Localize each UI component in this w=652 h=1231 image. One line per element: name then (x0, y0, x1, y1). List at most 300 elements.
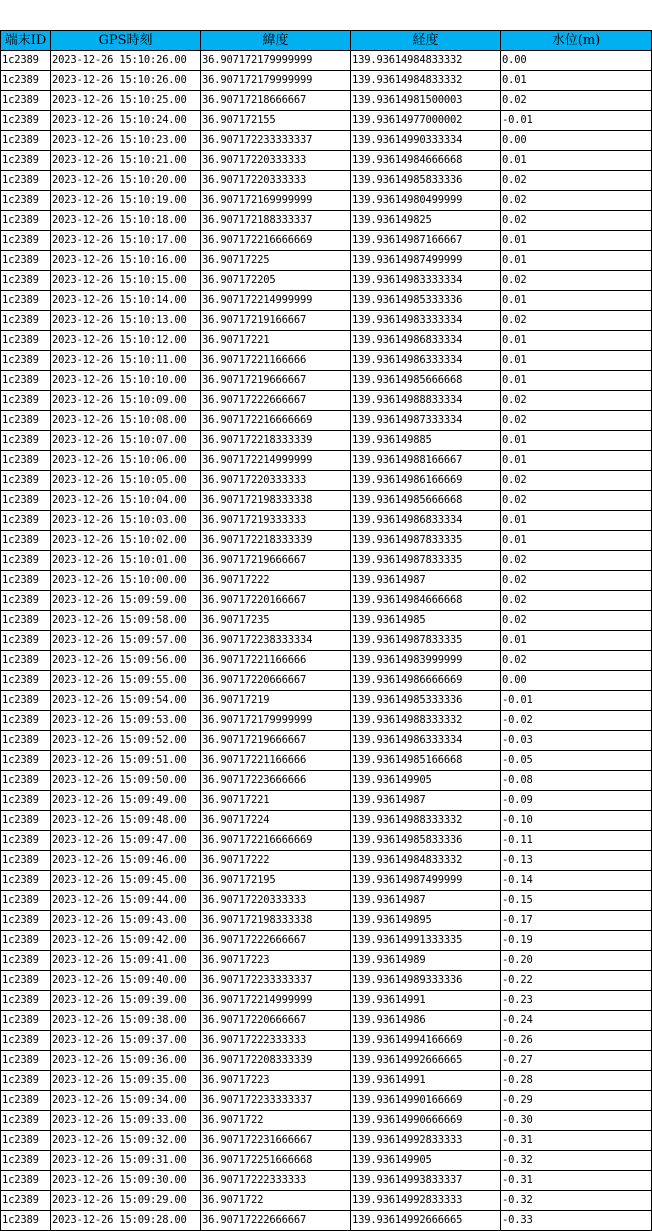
cell-gps-time[interactable]: 2023-12-26 15:09:50.00 (51, 771, 201, 791)
cell-gps-time[interactable]: 2023-12-26 15:09:40.00 (51, 971, 201, 991)
cell-longitude[interactable]: 139.93614987499999 (351, 251, 501, 271)
cell-water-level[interactable]: -0.20 (501, 951, 652, 971)
cell-gps-time[interactable]: 2023-12-26 15:09:38.00 (51, 1011, 201, 1031)
cell-terminal-id[interactable]: 1c2389 (1, 971, 51, 991)
cell-latitude[interactable]: 36.90717219 (201, 691, 351, 711)
cell-gps-time[interactable]: 2023-12-26 15:10:12.00 (51, 331, 201, 351)
cell-gps-time[interactable]: 2023-12-26 15:09:41.00 (51, 951, 201, 971)
cell-water-level[interactable]: -0.29 (501, 1091, 652, 1111)
cell-water-level[interactable]: -0.22 (501, 971, 652, 991)
cell-longitude[interactable]: 139.93614992666665 (351, 1051, 501, 1071)
cell-longitude[interactable]: 139.93614984833332 (351, 851, 501, 871)
cell-terminal-id[interactable]: 1c2389 (1, 51, 51, 71)
cell-terminal-id[interactable]: 1c2389 (1, 911, 51, 931)
cell-latitude[interactable]: 36.907172198333338 (201, 911, 351, 931)
cell-longitude[interactable]: 139.936149895 (351, 911, 501, 931)
cell-gps-time[interactable]: 2023-12-26 15:09:31.00 (51, 1151, 201, 1171)
cell-longitude[interactable]: 139.93614987833335 (351, 551, 501, 571)
cell-terminal-id[interactable]: 1c2389 (1, 211, 51, 231)
cell-longitude[interactable]: 139.93614987833335 (351, 531, 501, 551)
cell-terminal-id[interactable]: 1c2389 (1, 1111, 51, 1131)
cell-terminal-id[interactable]: 1c2389 (1, 331, 51, 351)
cell-water-level[interactable]: -0.05 (501, 751, 652, 771)
cell-terminal-id[interactable]: 1c2389 (1, 631, 51, 651)
cell-longitude[interactable]: 139.93614990166669 (351, 1091, 501, 1111)
cell-water-level[interactable]: 0.01 (501, 371, 652, 391)
cell-gps-time[interactable]: 2023-12-26 15:09:35.00 (51, 1071, 201, 1091)
cell-latitude[interactable]: 36.907172216666669 (201, 231, 351, 251)
cell-gps-time[interactable]: 2023-12-26 15:09:58.00 (51, 611, 201, 631)
cell-latitude[interactable]: 36.907172208333339 (201, 1051, 351, 1071)
cell-latitude[interactable]: 36.90717220333333 (201, 151, 351, 171)
cell-terminal-id[interactable]: 1c2389 (1, 371, 51, 391)
cell-gps-time[interactable]: 2023-12-26 15:10:03.00 (51, 511, 201, 531)
cell-gps-time[interactable]: 2023-12-26 15:10:00.00 (51, 571, 201, 591)
cell-terminal-id[interactable]: 1c2389 (1, 1011, 51, 1031)
cell-water-level[interactable]: -0.14 (501, 871, 652, 891)
cell-terminal-id[interactable]: 1c2389 (1, 391, 51, 411)
cell-terminal-id[interactable]: 1c2389 (1, 931, 51, 951)
cell-longitude[interactable]: 139.93614993833337 (351, 1171, 501, 1191)
cell-longitude[interactable]: 139.93614990666669 (351, 1111, 501, 1131)
cell-water-level[interactable]: 0.01 (501, 351, 652, 371)
cell-latitude[interactable]: 36.90717222 (201, 851, 351, 871)
cell-water-level[interactable]: -0.30 (501, 1111, 652, 1131)
cell-latitude[interactable]: 36.90717223 (201, 951, 351, 971)
cell-terminal-id[interactable]: 1c2389 (1, 291, 51, 311)
cell-gps-time[interactable]: 2023-12-26 15:09:43.00 (51, 911, 201, 931)
cell-longitude[interactable]: 139.93614988166667 (351, 451, 501, 471)
cell-longitude[interactable]: 139.93614991333335 (351, 931, 501, 951)
cell-terminal-id[interactable]: 1c2389 (1, 71, 51, 91)
cell-terminal-id[interactable]: 1c2389 (1, 311, 51, 331)
cell-water-level[interactable]: 0.01 (501, 71, 652, 91)
cell-longitude[interactable]: 139.93614985166668 (351, 751, 501, 771)
cell-terminal-id[interactable]: 1c2389 (1, 1131, 51, 1151)
cell-gps-time[interactable]: 2023-12-26 15:09:34.00 (51, 1091, 201, 1111)
cell-terminal-id[interactable]: 1c2389 (1, 151, 51, 171)
cell-terminal-id[interactable]: 1c2389 (1, 351, 51, 371)
cell-water-level[interactable]: 0.02 (501, 311, 652, 331)
cell-gps-time[interactable]: 2023-12-26 15:10:16.00 (51, 251, 201, 271)
cell-latitude[interactable]: 36.90717220666667 (201, 671, 351, 691)
cell-longitude[interactable]: 139.93614988833334 (351, 391, 501, 411)
cell-gps-time[interactable]: 2023-12-26 15:10:20.00 (51, 171, 201, 191)
cell-longitude[interactable]: 139.93614988333332 (351, 811, 501, 831)
cell-gps-time[interactable]: 2023-12-26 15:09:44.00 (51, 891, 201, 911)
cell-longitude[interactable]: 139.93614986666669 (351, 671, 501, 691)
cell-gps-time[interactable]: 2023-12-26 15:10:09.00 (51, 391, 201, 411)
cell-longitude[interactable]: 139.936149905 (351, 771, 501, 791)
cell-gps-time[interactable]: 2023-12-26 15:09:59.00 (51, 591, 201, 611)
cell-water-level[interactable]: 0.01 (501, 431, 652, 451)
cell-gps-time[interactable]: 2023-12-26 15:09:36.00 (51, 1051, 201, 1071)
cell-longitude[interactable]: 139.93614986166669 (351, 471, 501, 491)
cell-terminal-id[interactable]: 1c2389 (1, 1071, 51, 1091)
cell-gps-time[interactable]: 2023-12-26 15:10:01.00 (51, 551, 201, 571)
cell-gps-time[interactable]: 2023-12-26 15:10:10.00 (51, 371, 201, 391)
cell-latitude[interactable]: 36.907172179999999 (201, 711, 351, 731)
cell-water-level[interactable]: -0.08 (501, 771, 652, 791)
cell-latitude[interactable]: 36.90717219666667 (201, 551, 351, 571)
cell-gps-time[interactable]: 2023-12-26 15:09:39.00 (51, 991, 201, 1011)
cell-gps-time[interactable]: 2023-12-26 15:10:19.00 (51, 191, 201, 211)
header-terminal-id[interactable]: 端末ID (1, 31, 51, 51)
cell-gps-time[interactable]: 2023-12-26 15:09:53.00 (51, 711, 201, 731)
cell-water-level[interactable]: -0.23 (501, 991, 652, 1011)
cell-gps-time[interactable]: 2023-12-26 15:10:07.00 (51, 431, 201, 451)
cell-gps-time[interactable]: 2023-12-26 15:10:25.00 (51, 91, 201, 111)
cell-terminal-id[interactable]: 1c2389 (1, 731, 51, 751)
cell-latitude[interactable]: 36.90717222 (201, 571, 351, 591)
cell-longitude[interactable]: 139.93614985333336 (351, 691, 501, 711)
header-water-level[interactable]: 水位(m) (501, 31, 652, 51)
cell-water-level[interactable]: 0.02 (501, 91, 652, 111)
cell-latitude[interactable]: 36.907172233333337 (201, 131, 351, 151)
cell-longitude[interactable]: 139.93614986333334 (351, 351, 501, 371)
cell-longitude[interactable]: 139.93614985666668 (351, 371, 501, 391)
cell-longitude[interactable]: 139.93614981500003 (351, 91, 501, 111)
cell-terminal-id[interactable]: 1c2389 (1, 951, 51, 971)
cell-longitude[interactable]: 139.93614987 (351, 571, 501, 591)
cell-terminal-id[interactable]: 1c2389 (1, 491, 51, 511)
cell-terminal-id[interactable]: 1c2389 (1, 111, 51, 131)
cell-latitude[interactable]: 36.90717222333333 (201, 1171, 351, 1191)
cell-longitude[interactable]: 139.936149825 (351, 211, 501, 231)
cell-terminal-id[interactable]: 1c2389 (1, 431, 51, 451)
cell-gps-time[interactable]: 2023-12-26 15:09:29.00 (51, 1191, 201, 1211)
cell-water-level[interactable]: 0.02 (501, 271, 652, 291)
cell-terminal-id[interactable]: 1c2389 (1, 1191, 51, 1211)
cell-water-level[interactable]: 0.02 (501, 551, 652, 571)
cell-latitude[interactable]: 36.90717222666667 (201, 391, 351, 411)
cell-latitude[interactable]: 36.907172179999999 (201, 51, 351, 71)
cell-water-level[interactable]: -0.32 (501, 1191, 652, 1211)
cell-latitude[interactable]: 36.90717221166666 (201, 751, 351, 771)
cell-water-level[interactable]: -0.11 (501, 831, 652, 851)
cell-longitude[interactable]: 139.93614992833333 (351, 1191, 501, 1211)
cell-gps-time[interactable]: 2023-12-26 15:09:48.00 (51, 811, 201, 831)
cell-latitude[interactable]: 36.907172216666669 (201, 831, 351, 851)
cell-water-level[interactable]: 0.02 (501, 491, 652, 511)
cell-water-level[interactable]: 0.02 (501, 211, 652, 231)
cell-gps-time[interactable]: 2023-12-26 15:09:33.00 (51, 1111, 201, 1131)
cell-longitude[interactable]: 139.936149905 (351, 1151, 501, 1171)
cell-gps-time[interactable]: 2023-12-26 15:09:56.00 (51, 651, 201, 671)
cell-latitude[interactable]: 36.907172188333337 (201, 211, 351, 231)
cell-terminal-id[interactable]: 1c2389 (1, 711, 51, 731)
cell-water-level[interactable]: 0.01 (501, 251, 652, 271)
cell-longitude[interactable]: 139.93614987333334 (351, 411, 501, 431)
cell-latitude[interactable]: 36.90717223 (201, 1071, 351, 1091)
cell-longitude[interactable]: 139.93614986333334 (351, 731, 501, 751)
cell-latitude[interactable]: 36.90717221166666 (201, 651, 351, 671)
cell-water-level[interactable]: 0.01 (501, 511, 652, 531)
cell-latitude[interactable]: 36.907172218333339 (201, 431, 351, 451)
cell-terminal-id[interactable]: 1c2389 (1, 91, 51, 111)
cell-water-level[interactable]: -0.19 (501, 931, 652, 951)
cell-latitude[interactable]: 36.9071722 (201, 1191, 351, 1211)
header-longitude[interactable]: 経度 (351, 31, 501, 51)
cell-latitude[interactable]: 36.9071722 (201, 1111, 351, 1131)
cell-gps-time[interactable]: 2023-12-26 15:10:08.00 (51, 411, 201, 431)
cell-latitude[interactable]: 36.90717221 (201, 791, 351, 811)
cell-terminal-id[interactable]: 1c2389 (1, 171, 51, 191)
cell-longitude[interactable]: 139.93614984666668 (351, 151, 501, 171)
cell-latitude[interactable]: 36.90717221 (201, 331, 351, 351)
cell-latitude[interactable]: 36.907172179999999 (201, 71, 351, 91)
cell-gps-time[interactable]: 2023-12-26 15:10:15.00 (51, 271, 201, 291)
cell-longitude[interactable]: 139.93614987 (351, 791, 501, 811)
cell-water-level[interactable]: 0.00 (501, 131, 652, 151)
cell-water-level[interactable]: -0.01 (501, 111, 652, 131)
cell-terminal-id[interactable]: 1c2389 (1, 591, 51, 611)
cell-latitude[interactable]: 36.90717220166667 (201, 591, 351, 611)
cell-latitude[interactable]: 36.907172214999999 (201, 991, 351, 1011)
cell-longitude[interactable]: 139.93614987166667 (351, 231, 501, 251)
cell-gps-time[interactable]: 2023-12-26 15:09:30.00 (51, 1171, 201, 1191)
cell-terminal-id[interactable]: 1c2389 (1, 551, 51, 571)
cell-latitude[interactable]: 36.907172155 (201, 111, 351, 131)
cell-longitude[interactable]: 139.93614983333334 (351, 311, 501, 331)
cell-latitude[interactable]: 36.90717221166666 (201, 351, 351, 371)
cell-gps-time[interactable]: 2023-12-26 15:10:11.00 (51, 351, 201, 371)
cell-latitude[interactable]: 36.90717220666667 (201, 1011, 351, 1031)
cell-latitude[interactable]: 36.90717222666667 (201, 1211, 351, 1231)
cell-water-level[interactable]: -0.31 (501, 1131, 652, 1151)
cell-water-level[interactable]: 0.01 (501, 531, 652, 551)
cell-water-level[interactable]: 0.01 (501, 631, 652, 651)
cell-water-level[interactable]: -0.26 (501, 1031, 652, 1051)
cell-latitude[interactable]: 36.90717225 (201, 251, 351, 271)
cell-latitude[interactable]: 36.90717218666667 (201, 91, 351, 111)
cell-latitude[interactable]: 36.90717222333333 (201, 1031, 351, 1051)
cell-terminal-id[interactable]: 1c2389 (1, 1031, 51, 1051)
cell-water-level[interactable]: 0.00 (501, 671, 652, 691)
cell-latitude[interactable]: 36.907172214999999 (201, 291, 351, 311)
cell-gps-time[interactable]: 2023-12-26 15:09:45.00 (51, 871, 201, 891)
cell-longitude[interactable]: 139.93614994166669 (351, 1031, 501, 1051)
cell-gps-time[interactable]: 2023-12-26 15:10:13.00 (51, 311, 201, 331)
cell-latitude[interactable]: 36.907172238333334 (201, 631, 351, 651)
cell-water-level[interactable]: 0.02 (501, 171, 652, 191)
cell-terminal-id[interactable]: 1c2389 (1, 451, 51, 471)
cell-terminal-id[interactable]: 1c2389 (1, 471, 51, 491)
cell-latitude[interactable]: 36.907172216666669 (201, 411, 351, 431)
cell-longitude[interactable]: 139.93614986 (351, 1011, 501, 1031)
cell-water-level[interactable]: -0.31 (501, 1171, 652, 1191)
cell-terminal-id[interactable]: 1c2389 (1, 891, 51, 911)
cell-water-level[interactable]: 0.02 (501, 571, 652, 591)
cell-longitude[interactable]: 139.93614985833336 (351, 831, 501, 851)
cell-water-level[interactable]: 0.02 (501, 191, 652, 211)
cell-latitude[interactable]: 36.907172233333337 (201, 971, 351, 991)
cell-longitude[interactable]: 139.93614991 (351, 991, 501, 1011)
cell-gps-time[interactable]: 2023-12-26 15:09:47.00 (51, 831, 201, 851)
cell-longitude[interactable]: 139.93614983999999 (351, 651, 501, 671)
cell-latitude[interactable]: 36.907172195 (201, 871, 351, 891)
cell-water-level[interactable]: 0.02 (501, 611, 652, 631)
cell-latitude[interactable]: 36.90717219666667 (201, 731, 351, 751)
cell-terminal-id[interactable]: 1c2389 (1, 811, 51, 831)
cell-terminal-id[interactable]: 1c2389 (1, 271, 51, 291)
cell-latitude[interactable]: 36.90717235 (201, 611, 351, 631)
cell-terminal-id[interactable]: 1c2389 (1, 871, 51, 891)
cell-longitude[interactable]: 139.93614992833333 (351, 1131, 501, 1151)
cell-water-level[interactable]: 0.02 (501, 471, 652, 491)
cell-terminal-id[interactable]: 1c2389 (1, 791, 51, 811)
cell-water-level[interactable]: -0.33 (501, 1211, 652, 1231)
cell-gps-time[interactable]: 2023-12-26 15:10:21.00 (51, 151, 201, 171)
cell-water-level[interactable]: -0.10 (501, 811, 652, 831)
cell-water-level[interactable]: 0.02 (501, 591, 652, 611)
cell-longitude[interactable]: 139.93614985333336 (351, 291, 501, 311)
cell-terminal-id[interactable]: 1c2389 (1, 991, 51, 1011)
cell-terminal-id[interactable]: 1c2389 (1, 1091, 51, 1111)
cell-longitude[interactable]: 139.93614987499999 (351, 871, 501, 891)
cell-water-level[interactable]: 0.00 (501, 51, 652, 71)
cell-water-level[interactable]: 0.01 (501, 331, 652, 351)
cell-gps-time[interactable]: 2023-12-26 15:09:42.00 (51, 931, 201, 951)
cell-longitude[interactable]: 139.936149885 (351, 431, 501, 451)
cell-terminal-id[interactable]: 1c2389 (1, 131, 51, 151)
cell-longitude[interactable]: 139.93614984666668 (351, 591, 501, 611)
cell-longitude[interactable]: 139.93614984833332 (351, 71, 501, 91)
cell-terminal-id[interactable]: 1c2389 (1, 411, 51, 431)
cell-gps-time[interactable]: 2023-12-26 15:09:55.00 (51, 671, 201, 691)
header-latitude[interactable]: 緯度 (201, 31, 351, 51)
cell-gps-time[interactable]: 2023-12-26 15:10:02.00 (51, 531, 201, 551)
cell-latitude[interactable]: 36.90717219666667 (201, 371, 351, 391)
cell-longitude[interactable]: 139.93614989333336 (351, 971, 501, 991)
cell-water-level[interactable]: -0.17 (501, 911, 652, 931)
cell-water-level[interactable]: -0.13 (501, 851, 652, 871)
cell-terminal-id[interactable]: 1c2389 (1, 831, 51, 851)
cell-water-level[interactable]: -0.03 (501, 731, 652, 751)
cell-terminal-id[interactable]: 1c2389 (1, 851, 51, 871)
cell-longitude[interactable]: 139.93614988333332 (351, 711, 501, 731)
cell-terminal-id[interactable]: 1c2389 (1, 611, 51, 631)
cell-latitude[interactable]: 36.90717220333333 (201, 171, 351, 191)
cell-terminal-id[interactable]: 1c2389 (1, 751, 51, 771)
cell-longitude[interactable]: 139.93614992666665 (351, 1211, 501, 1231)
cell-water-level[interactable]: 0.01 (501, 291, 652, 311)
cell-longitude[interactable]: 139.93614987833335 (351, 631, 501, 651)
cell-gps-time[interactable]: 2023-12-26 15:09:54.00 (51, 691, 201, 711)
cell-gps-time[interactable]: 2023-12-26 15:10:17.00 (51, 231, 201, 251)
cell-gps-time[interactable]: 2023-12-26 15:09:51.00 (51, 751, 201, 771)
cell-water-level[interactable]: -0.15 (501, 891, 652, 911)
cell-water-level[interactable]: -0.24 (501, 1011, 652, 1031)
cell-longitude[interactable]: 139.93614989 (351, 951, 501, 971)
cell-latitude[interactable]: 36.907172198333338 (201, 491, 351, 511)
cell-terminal-id[interactable]: 1c2389 (1, 511, 51, 531)
cell-terminal-id[interactable]: 1c2389 (1, 1151, 51, 1171)
header-gps-time[interactable]: GPS時刻 (51, 31, 201, 51)
cell-water-level[interactable]: -0.01 (501, 691, 652, 711)
cell-longitude[interactable]: 139.93614986833334 (351, 331, 501, 351)
cell-terminal-id[interactable]: 1c2389 (1, 1051, 51, 1071)
cell-terminal-id[interactable]: 1c2389 (1, 691, 51, 711)
cell-latitude[interactable]: 36.90717219333333 (201, 511, 351, 531)
cell-terminal-id[interactable]: 1c2389 (1, 1171, 51, 1191)
cell-longitude[interactable]: 139.93614985 (351, 611, 501, 631)
cell-water-level[interactable]: 0.01 (501, 151, 652, 171)
cell-latitude[interactable]: 36.90717222666667 (201, 931, 351, 951)
cell-terminal-id[interactable]: 1c2389 (1, 231, 51, 251)
cell-longitude[interactable]: 139.93614990333334 (351, 131, 501, 151)
cell-longitude[interactable]: 139.93614991 (351, 1071, 501, 1091)
cell-terminal-id[interactable]: 1c2389 (1, 671, 51, 691)
cell-water-level[interactable]: 0.02 (501, 391, 652, 411)
cell-terminal-id[interactable]: 1c2389 (1, 571, 51, 591)
cell-gps-time[interactable]: 2023-12-26 15:10:05.00 (51, 471, 201, 491)
cell-gps-time[interactable]: 2023-12-26 15:10:18.00 (51, 211, 201, 231)
cell-water-level[interactable]: 0.01 (501, 231, 652, 251)
cell-latitude[interactable]: 36.90717220333333 (201, 471, 351, 491)
cell-gps-time[interactable]: 2023-12-26 15:09:37.00 (51, 1031, 201, 1051)
cell-latitude[interactable]: 36.90717219166667 (201, 311, 351, 331)
cell-gps-time[interactable]: 2023-12-26 15:10:23.00 (51, 131, 201, 151)
cell-water-level[interactable]: -0.27 (501, 1051, 652, 1071)
cell-gps-time[interactable]: 2023-12-26 15:09:32.00 (51, 1131, 201, 1151)
cell-terminal-id[interactable]: 1c2389 (1, 531, 51, 551)
cell-latitude[interactable]: 36.907172205 (201, 271, 351, 291)
cell-latitude[interactable]: 36.907172214999999 (201, 451, 351, 471)
cell-gps-time[interactable]: 2023-12-26 15:10:26.00 (51, 51, 201, 71)
cell-latitude[interactable]: 36.907172233333337 (201, 1091, 351, 1111)
cell-latitude[interactable]: 36.907172231666667 (201, 1131, 351, 1151)
cell-gps-time[interactable]: 2023-12-26 15:10:14.00 (51, 291, 201, 311)
cell-longitude[interactable]: 139.93614977000002 (351, 111, 501, 131)
cell-longitude[interactable]: 139.93614983333334 (351, 271, 501, 291)
cell-terminal-id[interactable]: 1c2389 (1, 651, 51, 671)
cell-gps-time[interactable]: 2023-12-26 15:09:57.00 (51, 631, 201, 651)
cell-water-level[interactable]: 0.01 (501, 451, 652, 471)
cell-latitude[interactable]: 36.90717223666666 (201, 771, 351, 791)
cell-gps-time[interactable]: 2023-12-26 15:10:26.00 (51, 71, 201, 91)
cell-water-level[interactable]: -0.28 (501, 1071, 652, 1091)
cell-terminal-id[interactable]: 1c2389 (1, 191, 51, 211)
cell-gps-time[interactable]: 2023-12-26 15:09:52.00 (51, 731, 201, 751)
cell-longitude[interactable]: 139.93614980499999 (351, 191, 501, 211)
cell-terminal-id[interactable]: 1c2389 (1, 251, 51, 271)
cell-gps-time[interactable]: 2023-12-26 15:09:49.00 (51, 791, 201, 811)
cell-longitude[interactable]: 139.93614986833334 (351, 511, 501, 531)
cell-water-level[interactable]: -0.09 (501, 791, 652, 811)
cell-latitude[interactable]: 36.90717220333333 (201, 891, 351, 911)
cell-terminal-id[interactable]: 1c2389 (1, 1211, 51, 1231)
cell-latitude[interactable]: 36.907172218333339 (201, 531, 351, 551)
cell-water-level[interactable]: -0.02 (501, 711, 652, 731)
cell-latitude[interactable]: 36.907172169999999 (201, 191, 351, 211)
cell-latitude[interactable]: 36.90717224 (201, 811, 351, 831)
cell-gps-time[interactable]: 2023-12-26 15:10:24.00 (51, 111, 201, 131)
cell-latitude[interactable]: 36.907172251666668 (201, 1151, 351, 1171)
cell-gps-time[interactable]: 2023-12-26 15:09:28.00 (51, 1211, 201, 1231)
cell-terminal-id[interactable]: 1c2389 (1, 771, 51, 791)
cell-longitude[interactable]: 139.93614987 (351, 891, 501, 911)
cell-longitude[interactable]: 139.93614985833336 (351, 171, 501, 191)
cell-water-level[interactable]: -0.32 (501, 1151, 652, 1171)
cell-water-level[interactable]: 0.02 (501, 411, 652, 431)
cell-gps-time[interactable]: 2023-12-26 15:10:04.00 (51, 491, 201, 511)
cell-longitude[interactable]: 139.93614984833332 (351, 51, 501, 71)
cell-gps-time[interactable]: 2023-12-26 15:10:06.00 (51, 451, 201, 471)
cell-longitude[interactable]: 139.93614985666668 (351, 491, 501, 511)
cell-water-level[interactable]: 0.02 (501, 651, 652, 671)
cell-gps-time[interactable]: 2023-12-26 15:09:46.00 (51, 851, 201, 871)
